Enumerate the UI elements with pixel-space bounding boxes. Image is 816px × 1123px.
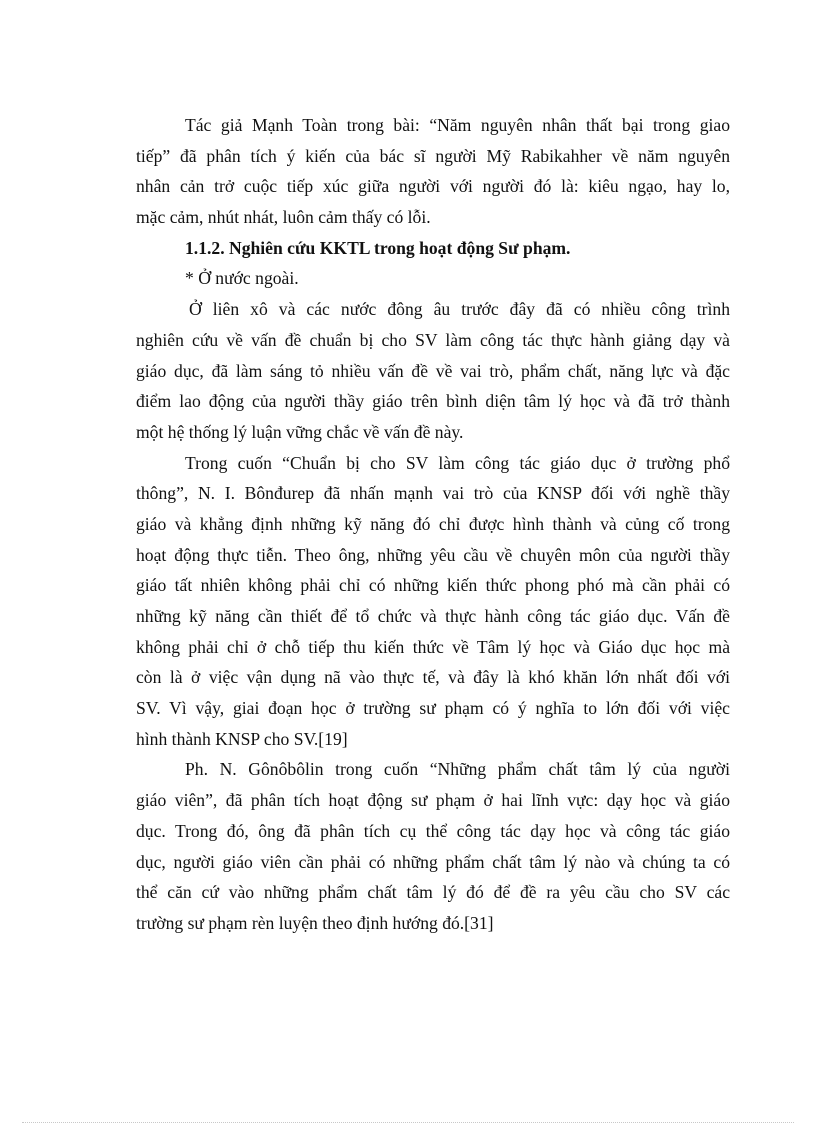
paragraph-line: giáo và khẳng định những kỹ năng đó chỉ được hình thành và củng cố trong bbox=[136, 513, 730, 534]
body-text bbox=[136, 110, 730, 939]
paragraph-line: nghiên cứu về vấn đề chuẩn bị cho SV làm công tác thực hành giảng dạy và bbox=[136, 329, 730, 350]
paragraph-line: điểm lao động của người thầy giáo trên bình diện tâm lý học và đã trở thành bbox=[136, 391, 730, 412]
paragraph-line: những kỹ năng cần thiết để tổ chức và thực hành công tác giáo dục. Vấn đề bbox=[136, 606, 730, 626]
paragraph-line: Ph. N. Gônôbôlin trong cuốn “Những phẩm chất tâm lý của người bbox=[185, 759, 730, 780]
paragraph-line: Tác giả Mạnh Toàn trong bài: “Năm nguyên nhân thất bại trong giao bbox=[185, 115, 730, 135]
paragraph-line: một hệ thống lý luận vững chắc về vấn đề này. bbox=[136, 421, 464, 442]
paragraph-line: không phải chỉ ở chỗ tiếp thu kiến thức về Tâm lý học và Giáo dục học mà bbox=[136, 636, 730, 657]
section-heading: 1.1.2. Nghiên cứu KKTL trong hoạt động Sư phạm. bbox=[185, 237, 571, 258]
paragraph-line: còn là ở việc vận dụng nã vào thực tế, và đây là khó khăn lớn nhất đối với bbox=[136, 667, 730, 688]
paragraph-line: dục. Trong đó, ông đã phân tích cụ thể công tác dạy học và công tác giáo bbox=[136, 820, 730, 841]
paragraph-line: dục, người giáo viên cần phải có những phẩm chất tâm lý nào và chúng ta có bbox=[136, 851, 730, 872]
paragraph-line: hoạt động thực tiễn. Theo ông, những yêu cầu về chuyên môn của người thầy bbox=[136, 544, 730, 565]
paragraph-line: Ở liên xô và các nước đông âu trước đây đã có nhiều công trình bbox=[189, 299, 730, 320]
paragraph-line: tiếp” đã phân tích ý kiến của bác sĩ người Mỹ Rabikahher về năm nguyên bbox=[136, 145, 730, 166]
paragraph-line: trường sư phạm rèn luyện theo định hướng đó.[31] bbox=[136, 912, 494, 933]
paragraph-line: giáo tất nhiên không phải chỉ có những kiến thức phong phó mà cần phải có bbox=[136, 575, 730, 596]
paragraph-line: thể căn cứ vào những phẩm chất tâm lý đó để đề ra yêu cầu cho SV các bbox=[136, 882, 730, 903]
paragraph-line: nhân cản trở cuộc tiếp xúc giữa người với người đó là: kiêu ngạo, hay lo, bbox=[136, 176, 730, 197]
paragraph-line: thông”, N. I. Bônđurep đã nhấn mạnh vai trò của KNSP đối với nghề thầy bbox=[136, 483, 730, 504]
paragraph-line: giáo viên”, đã phân tích hoạt động sư phạm ở hai lĩnh vực: dạy học và giáo bbox=[136, 790, 730, 811]
paragraph-line: SV. Vì vậy, giai đoạn học ở trường sư phạm có ý nghĩa to lớn đối với việc bbox=[136, 698, 730, 719]
paragraph-line: Trong cuốn “Chuẩn bị cho SV làm công tác giáo dục ở trường phổ bbox=[185, 452, 730, 473]
paragraph-line: hình thành KNSP cho SV.[19] bbox=[136, 728, 348, 749]
paragraph-line: giáo dục, đã làm sáng tỏ nhiều vấn đề về vai trò, phẩm chất, năng lực và đặc bbox=[136, 360, 730, 381]
subsection-label: * Ở nước ngoài. bbox=[185, 268, 299, 289]
paragraph-line: mặc cảm, nhút nhát, luôn cảm thấy có lỗi. bbox=[136, 207, 431, 228]
